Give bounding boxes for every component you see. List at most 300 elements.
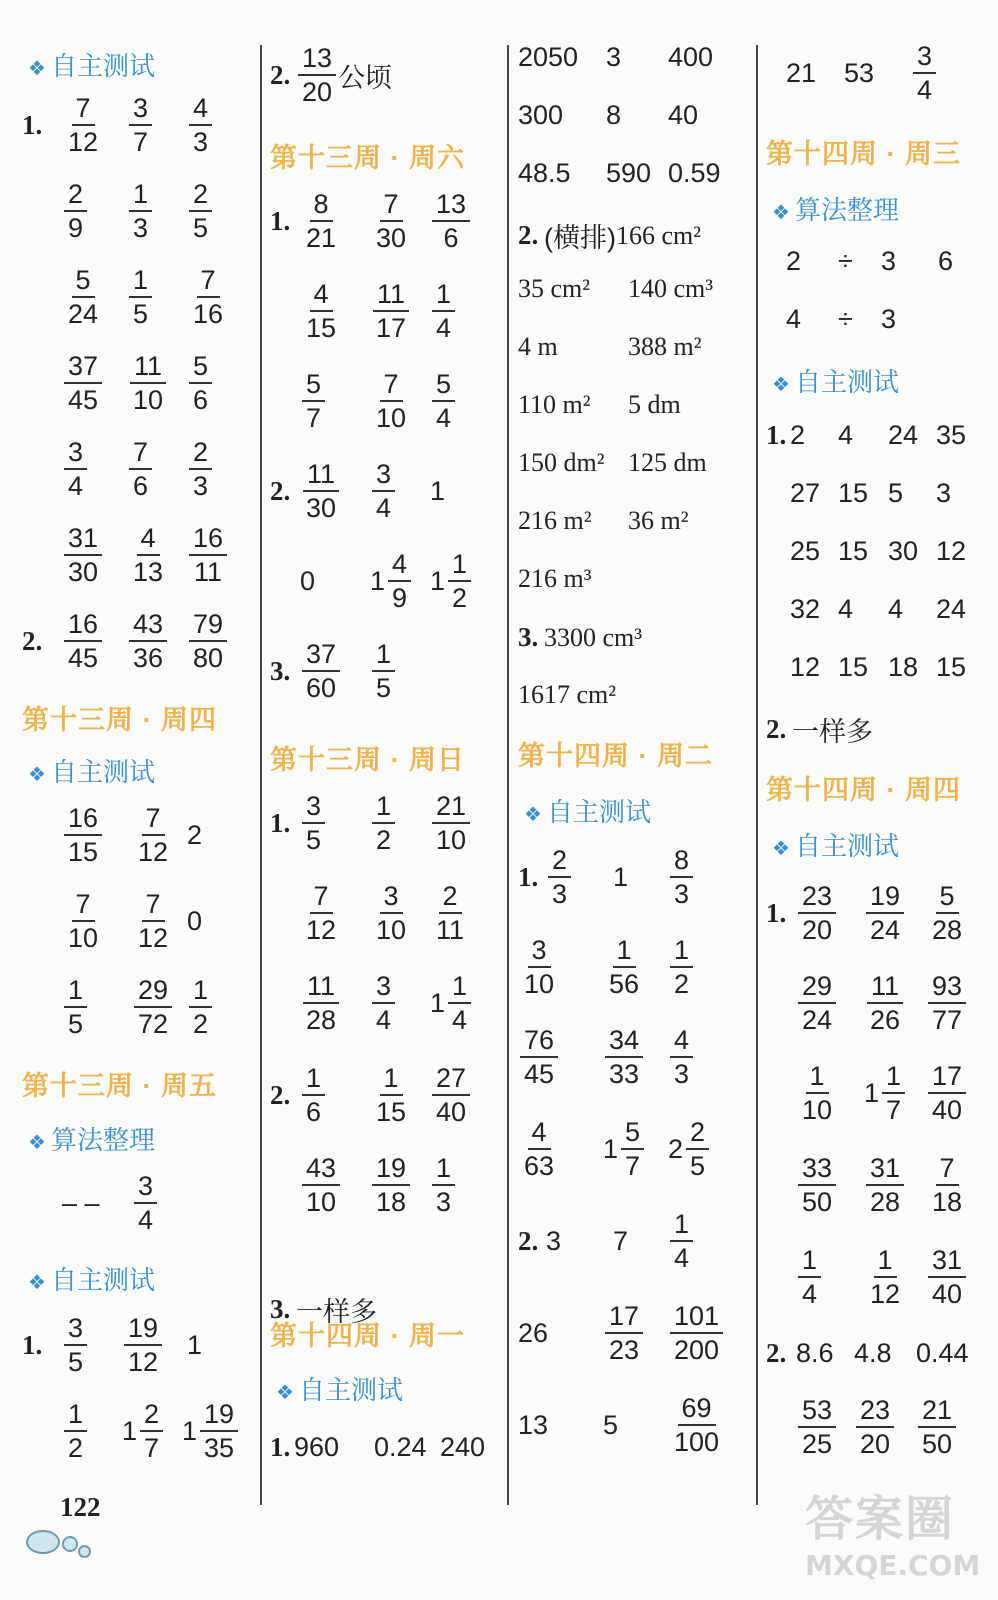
denominator: 2 — [68, 1433, 84, 1464]
fraction — [854, 1396, 896, 1459]
numerator: 43 — [129, 610, 167, 642]
fraction — [187, 976, 214, 1039]
answer-row — [518, 158, 721, 189]
denominator: 10 — [133, 385, 164, 416]
answer-cell — [613, 1226, 668, 1257]
answer-cell — [300, 566, 370, 597]
answer-row — [518, 332, 702, 362]
fraction — [926, 1062, 968, 1125]
answer-value: 150 dm² — [518, 448, 605, 477]
answer-value: 240 — [440, 1432, 486, 1462]
answer-cell — [606, 42, 668, 73]
answer-row — [518, 448, 707, 478]
fraction — [518, 1118, 560, 1181]
answer-cell — [187, 266, 229, 329]
fraction — [370, 792, 397, 855]
answer-cell — [796, 1062, 864, 1125]
denominator: 40 — [932, 1095, 963, 1126]
whole-part: 1 — [122, 1415, 138, 1446]
numerator: 7 — [380, 370, 403, 402]
fraction — [796, 1062, 838, 1125]
answer-cell — [132, 890, 187, 953]
whole-part: 1 — [603, 1133, 619, 1164]
fraction — [62, 180, 89, 243]
fraction — [796, 1154, 838, 1217]
fraction — [187, 524, 229, 587]
answer-cell — [187, 524, 229, 587]
fraction — [300, 460, 342, 523]
numerator: 53 — [798, 1396, 836, 1428]
denominator: 10 — [376, 403, 407, 434]
answer-cell — [62, 804, 132, 867]
fraction — [430, 1154, 457, 1217]
denominator: 10 — [376, 915, 407, 946]
answer-row — [766, 1154, 968, 1217]
answer-cell — [300, 1064, 370, 1127]
answer-cell — [628, 390, 681, 420]
fraction — [132, 976, 174, 1039]
answer-cell — [838, 420, 888, 451]
answer-value: 388 m² — [628, 332, 702, 361]
answer-cell — [127, 352, 187, 415]
denominator: 16 — [193, 299, 224, 330]
denominator: 4 — [376, 1005, 392, 1036]
denominator: 30 — [68, 557, 99, 588]
fraction — [62, 610, 104, 673]
diamond-icon: ❖ — [28, 58, 46, 80]
answer-value: 15 — [838, 536, 869, 566]
answer-row — [766, 972, 968, 1035]
bubble-icon — [62, 1536, 78, 1552]
fraction — [132, 804, 174, 867]
answer-cell — [864, 972, 926, 1035]
answer-cell — [628, 274, 713, 304]
numerator: 2 — [140, 1400, 163, 1432]
answer-value: 5 — [888, 478, 904, 508]
answer-value: 2 — [786, 246, 802, 276]
numerator: 7 — [129, 438, 152, 470]
whole-part: 1 — [430, 987, 446, 1018]
denominator: 6 — [306, 1097, 322, 1128]
fraction — [62, 976, 89, 1039]
answer-cell — [370, 460, 430, 523]
numerator: 4 — [189, 94, 212, 126]
answer-cell — [668, 1118, 711, 1181]
numerator: 2 — [439, 882, 462, 914]
answer-cell — [888, 594, 936, 625]
answer-value: 5 — [603, 1409, 619, 1440]
answer-row — [766, 1396, 958, 1459]
answer-cell — [187, 180, 214, 243]
numerator: 3 — [134, 1172, 157, 1204]
numerator: 1 — [372, 792, 395, 824]
whole-part: 1 — [864, 1077, 880, 1108]
question-number: 2. — [518, 1225, 539, 1256]
fraction — [668, 1026, 695, 1089]
numerator: 7 — [310, 882, 333, 914]
fraction — [911, 42, 938, 105]
fraction — [668, 1210, 695, 1273]
answer-cell — [603, 1118, 668, 1181]
answer-cell — [518, 332, 628, 362]
denominator: 28 — [306, 1005, 337, 1036]
numerator: 23 — [798, 882, 836, 914]
column-divider — [756, 45, 758, 1505]
answer-cell — [62, 352, 127, 415]
answer-value: 0.44 — [916, 1338, 969, 1368]
fraction — [127, 524, 169, 587]
fraction — [546, 846, 573, 909]
denominator: 6 — [133, 471, 149, 502]
answer-cell — [606, 100, 668, 131]
answer-cell — [796, 972, 864, 1035]
answer-cell — [844, 58, 911, 89]
answer-row — [766, 536, 966, 567]
fraction — [370, 882, 412, 945]
answer-cell — [300, 190, 370, 253]
answer-value: 2 — [790, 420, 806, 450]
answer-cell — [668, 158, 721, 189]
answer-cell — [546, 1226, 613, 1257]
answer-cell — [790, 594, 838, 625]
answer-cell — [668, 1210, 695, 1273]
fraction — [430, 882, 470, 945]
answer-cell — [430, 370, 457, 433]
answer-cell — [606, 158, 668, 189]
answer-cell — [796, 1246, 864, 1309]
section-self-test: ❖ 自主测试 — [28, 757, 155, 787]
answer-cell — [936, 536, 966, 567]
answer-cell — [786, 58, 844, 89]
numerator: 3 — [64, 438, 87, 470]
denominator: 5 — [376, 673, 392, 704]
numerator: 1 — [189, 976, 212, 1008]
day-heading: 第十三周 · 周五 — [22, 1071, 217, 1101]
numerator: 1 — [129, 266, 152, 298]
numerator: 21 — [432, 792, 470, 824]
answer-cell — [603, 1026, 668, 1089]
denominator: 40 — [436, 1097, 467, 1128]
answer-cell — [854, 1338, 916, 1369]
answer-value: 27 — [790, 478, 821, 508]
answer-value: ÷ — [838, 246, 853, 276]
answer-cell — [936, 420, 966, 451]
answer-cell — [518, 448, 628, 478]
fraction — [300, 280, 342, 343]
answer-cell — [888, 420, 936, 451]
answer-cell — [430, 476, 445, 507]
day-heading: 第十三周 · 周六 — [270, 143, 465, 173]
section-algo: ❖ 算法整理 — [28, 1125, 155, 1155]
denominator: 60 — [306, 673, 337, 704]
answer-row — [518, 1210, 695, 1273]
answer-row: 3. 3300 cm³ — [518, 622, 643, 652]
answer-row — [22, 804, 202, 867]
answer-value: 15 — [936, 652, 967, 682]
answer-row — [766, 1246, 968, 1309]
answer-value: 1 — [187, 1329, 203, 1360]
answer-cell — [430, 190, 472, 253]
numerator: 37 — [302, 640, 340, 672]
denominator: 12 — [68, 127, 99, 158]
answer-row — [22, 438, 214, 501]
answer-cell — [187, 820, 202, 851]
denominator: 80 — [193, 643, 224, 674]
denominator: 4 — [436, 313, 452, 344]
denominator: 200 — [674, 1335, 720, 1366]
denominator: 36 — [133, 643, 164, 674]
answer-row — [22, 180, 214, 243]
answer-value: 35 cm² — [518, 274, 591, 303]
answer-cell — [628, 448, 707, 478]
denominator: 10 — [524, 969, 555, 1000]
fraction — [296, 44, 338, 107]
column-divider — [260, 45, 262, 1505]
denominator: 7 — [144, 1433, 160, 1464]
numerator: 1 — [448, 550, 471, 582]
answer-cell — [668, 1026, 695, 1089]
numerator: 1 — [432, 280, 455, 312]
numerator: 1 — [874, 1246, 897, 1278]
answer-cell — [62, 524, 127, 587]
fraction — [603, 1026, 645, 1089]
answer-cell — [518, 42, 606, 73]
answer-cell — [62, 438, 127, 501]
fraction — [668, 936, 695, 999]
numerator: 4 — [310, 280, 333, 312]
denominator: 24 — [802, 1005, 833, 1036]
answer-cell — [864, 1062, 926, 1125]
fraction — [300, 640, 342, 703]
denominator: 4 — [452, 1005, 468, 1036]
numerator: 3 — [302, 792, 325, 824]
answer-row — [766, 652, 966, 683]
numerator: 7 — [72, 890, 95, 922]
denominator: 5 — [68, 1347, 84, 1378]
denominator: 3 — [193, 127, 209, 158]
section-self-test: ❖ 自主测试 — [28, 51, 155, 81]
denominator: 4 — [68, 471, 84, 502]
answer-cell — [916, 1338, 969, 1369]
answer-value: 18 — [888, 652, 919, 682]
numerator: 27 — [432, 1064, 470, 1096]
fraction — [300, 1154, 342, 1217]
fraction — [296, 44, 338, 107]
answer-row — [518, 100, 698, 131]
fraction — [370, 370, 412, 433]
answer-value: 7 — [613, 1225, 629, 1256]
denominator: 11 — [194, 557, 223, 588]
denominator: 9 — [68, 213, 84, 244]
denominator: 4 — [802, 1279, 818, 1310]
answer-row — [518, 506, 689, 536]
question-number: 1. — [766, 897, 787, 928]
answer-cell — [132, 976, 187, 1039]
fraction — [796, 882, 838, 945]
whole-part: 1 — [430, 565, 446, 596]
numerator: 7 — [72, 94, 95, 126]
denominator: 4 — [917, 75, 933, 106]
section-self-test: ❖ 自主测试 — [772, 831, 899, 861]
answer-cell — [370, 640, 397, 703]
fraction — [796, 1246, 823, 1309]
denominator: 10 — [306, 1187, 337, 1218]
answer-row — [22, 352, 214, 415]
answer-row — [766, 1062, 968, 1125]
answer-value: 0 — [300, 565, 316, 596]
mixed-number — [370, 550, 413, 613]
numerator: 1 — [64, 1400, 87, 1432]
denominator: 18 — [376, 1187, 407, 1218]
fraction — [370, 640, 397, 703]
answer-cell — [62, 610, 127, 673]
numerator: 2 — [64, 180, 87, 212]
answer-cell — [187, 438, 214, 501]
fraction — [300, 972, 342, 1035]
watermark — [805, 1480, 985, 1590]
denominator: 4 — [436, 403, 452, 434]
answer-value: 21 — [786, 57, 817, 88]
denominator: 12 — [306, 915, 337, 946]
fraction — [187, 352, 214, 415]
numerator: 29 — [798, 972, 836, 1004]
answer-row — [22, 1400, 240, 1463]
fraction — [62, 1314, 89, 1377]
answer-row: 3. 一样多 — [270, 1294, 377, 1327]
section-self-test: ❖ 自主测试 — [28, 1265, 155, 1295]
fraction — [62, 352, 104, 415]
fraction — [668, 846, 695, 909]
page-number: 122 — [60, 1492, 101, 1522]
fraction — [518, 1026, 560, 1089]
numerator: 11 — [867, 972, 903, 1004]
numerator: 19 — [124, 1314, 162, 1346]
denominator: 45 — [68, 385, 99, 416]
watermark-title: 答案圈 — [805, 1493, 956, 1546]
answer-cell — [838, 478, 888, 509]
question-number: 1. — [22, 1329, 43, 1360]
numerator: 93 — [928, 972, 966, 1004]
answer-value: 25 — [790, 536, 821, 566]
answer-cell — [300, 972, 370, 1035]
answer-cell — [122, 1314, 187, 1377]
numerator: 5 — [302, 370, 325, 402]
fraction — [62, 438, 89, 501]
answer-cell — [370, 882, 430, 945]
answer-row — [22, 610, 229, 673]
answer-value: 3 — [546, 1225, 562, 1256]
numerator: 5 — [621, 1118, 644, 1150]
answer-value: 400 — [668, 42, 714, 72]
denominator: 5 — [306, 825, 322, 856]
diamond-icon: ❖ — [28, 764, 46, 786]
answer-cell — [518, 274, 628, 304]
denominator: 12 — [138, 923, 169, 954]
answer-value: 24 — [888, 420, 919, 450]
denominator: 12 — [128, 1347, 159, 1378]
answer-value: 4 m — [518, 332, 558, 361]
fraction — [62, 524, 104, 587]
bubble-icon — [78, 1545, 91, 1558]
denominator: 25 — [802, 1429, 833, 1460]
answer-value: 125 dm — [628, 448, 707, 477]
numerator: 4 — [670, 1026, 693, 1058]
denominator: 6 — [443, 223, 459, 254]
answer-value: 0.59 — [668, 158, 721, 188]
answer-value: 4 — [838, 420, 854, 450]
numerator: 3 — [372, 972, 395, 1004]
fraction — [132, 890, 174, 953]
answer-value: 216 m² — [518, 506, 592, 535]
numerator: 1 — [448, 972, 471, 1004]
answer-cell — [936, 478, 951, 509]
answer-cell — [370, 792, 430, 855]
denominator: 30 — [376, 223, 407, 254]
fraction — [668, 1394, 725, 1457]
denominator: 23 — [609, 1335, 640, 1366]
fraction — [430, 190, 472, 253]
answer-value: 590 — [606, 158, 652, 188]
denominator: 7 — [306, 403, 322, 434]
denominator: 2 — [452, 583, 468, 614]
denominator: 24 — [870, 915, 901, 946]
numerator: 3 — [129, 94, 152, 126]
answer-cell — [430, 792, 472, 855]
fraction — [62, 804, 104, 867]
fraction — [916, 1396, 958, 1459]
question-number: 1. — [270, 205, 291, 236]
numerator: 19 — [372, 1154, 410, 1186]
denominator: 50 — [802, 1187, 833, 1218]
numerator: 7 — [142, 804, 165, 836]
question-number: 1. — [270, 807, 291, 838]
answer-value: 32 — [790, 594, 821, 624]
numerator: 23 — [856, 1396, 894, 1428]
answer-cell — [300, 640, 370, 703]
fraction — [370, 972, 397, 1035]
mixed-number — [122, 1400, 165, 1463]
answer-value: 140 cm³ — [628, 274, 714, 303]
answer-cell — [127, 94, 187, 157]
answer-row — [766, 304, 896, 335]
denominator: 3 — [674, 879, 690, 910]
answer-value: 12 — [936, 536, 967, 566]
answer-row — [766, 420, 966, 451]
denominator: 28 — [870, 1187, 901, 1218]
denominator: 15 — [376, 1097, 407, 1128]
answer-row — [518, 390, 681, 420]
answer-cell — [127, 524, 187, 587]
denominator: 3 — [674, 1059, 690, 1090]
answer-cell — [888, 478, 936, 509]
mixed-number — [864, 1062, 907, 1125]
denominator: 21 — [306, 223, 337, 254]
answer-column-2 — [270, 40, 510, 1510]
fraction — [62, 266, 104, 329]
answer-row — [270, 1154, 457, 1217]
answer-cell — [187, 94, 214, 157]
fraction — [864, 1246, 906, 1309]
answer-cell — [668, 100, 698, 131]
answer-row — [270, 280, 457, 343]
answer-value: 4 — [786, 304, 802, 334]
diamond-icon: ❖ — [524, 804, 542, 826]
diamond-icon: ❖ — [772, 374, 790, 396]
answer-cell — [300, 370, 370, 433]
denominator: 20 — [302, 77, 333, 108]
answer-value: 300 — [518, 100, 564, 130]
numerator: 1 — [806, 1062, 829, 1094]
